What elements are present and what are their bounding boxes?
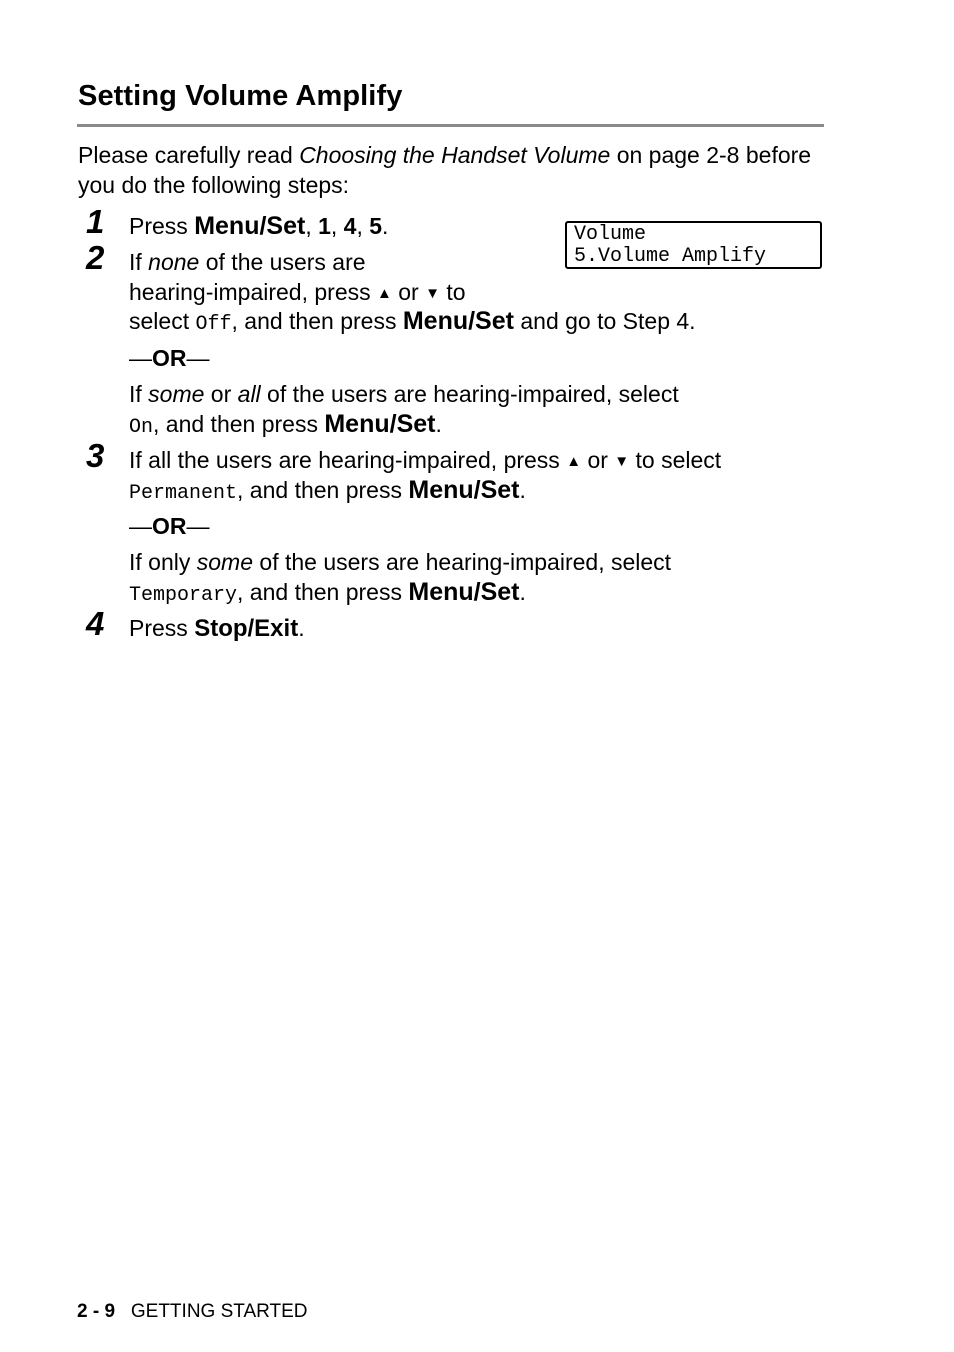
dash: — bbox=[129, 345, 152, 371]
separator: , bbox=[330, 213, 344, 239]
step-3-line-3 bbox=[129, 547, 671, 577]
step-4-text bbox=[129, 613, 305, 644]
intro-text-end: on page 2-8 before you do the following steps: bbox=[78, 142, 812, 198]
step-2-line-1 bbox=[129, 247, 366, 277]
text: , and then press bbox=[153, 411, 325, 437]
key-4: 4 bbox=[343, 213, 357, 239]
option-permanent: Permanent bbox=[129, 482, 238, 505]
text: or bbox=[204, 381, 238, 407]
text: select bbox=[129, 308, 196, 334]
key-5: 5 bbox=[369, 213, 383, 239]
step-2-line-3 bbox=[129, 306, 696, 340]
text: or bbox=[581, 447, 615, 473]
dash: — bbox=[186, 513, 210, 539]
period: . bbox=[298, 615, 305, 641]
option-on: On bbox=[129, 416, 154, 439]
text: and go to Step 4. bbox=[513, 308, 696, 334]
separator: , bbox=[356, 213, 370, 239]
dash: — bbox=[129, 513, 152, 539]
intro-paragraph bbox=[78, 140, 838, 200]
lcd-display bbox=[565, 221, 822, 269]
intro-reference: Choosing the Handset Volume bbox=[299, 142, 611, 168]
dash: — bbox=[186, 345, 210, 371]
period: . bbox=[382, 213, 389, 239]
menu-set-key: Menu/Set bbox=[324, 410, 436, 438]
option-off: Off bbox=[195, 313, 232, 336]
step-2-line-4 bbox=[129, 379, 679, 409]
menu-set-key: Menu/Set bbox=[402, 307, 514, 335]
text: , and then press bbox=[237, 477, 409, 503]
menu-set-key: Menu/Set bbox=[408, 476, 520, 504]
step-1-number: 1 bbox=[86, 203, 105, 240]
or-label: OR bbox=[152, 513, 187, 539]
emphasis-some: some bbox=[148, 381, 205, 407]
text: If all the users are hearing-impaired, press bbox=[129, 447, 567, 473]
step-2-line-5 bbox=[129, 409, 442, 443]
step-3-line-4 bbox=[129, 577, 526, 611]
period: . bbox=[435, 411, 442, 437]
text: , and then press bbox=[237, 579, 409, 605]
lcd-line-1: Volume bbox=[574, 223, 647, 246]
period: . bbox=[519, 477, 526, 503]
intro-text: Please carefully read bbox=[78, 142, 300, 168]
text: to bbox=[439, 279, 466, 305]
step-3-line-1 bbox=[129, 445, 721, 477]
page-footer bbox=[77, 1301, 308, 1323]
down-arrow-icon: ▼ bbox=[425, 285, 440, 302]
emphasis-some: some bbox=[196, 549, 254, 575]
separator: , bbox=[305, 213, 319, 239]
menu-set-key: Menu/Set bbox=[194, 212, 306, 240]
up-arrow-icon: ▲ bbox=[377, 285, 392, 302]
key-1: 1 bbox=[318, 213, 331, 239]
text: of the users are bbox=[199, 249, 366, 275]
section-name: GETTING STARTED bbox=[130, 1301, 308, 1322]
down-arrow-icon: ▼ bbox=[614, 453, 630, 470]
title-rule bbox=[77, 124, 824, 127]
lcd-line-2: 5.Volume Amplify bbox=[574, 245, 767, 268]
menu-set-key: Menu/Set bbox=[408, 578, 520, 606]
text: of the users are hearing-impaired, select bbox=[260, 381, 679, 407]
step-3-line-2 bbox=[129, 475, 526, 509]
step-1-text bbox=[129, 211, 388, 241]
text: or bbox=[391, 279, 426, 305]
stop-exit-key: Stop/Exit bbox=[194, 615, 299, 642]
text: , and then press bbox=[231, 308, 403, 334]
step-3-number: 3 bbox=[86, 437, 105, 474]
step-4-number: 4 bbox=[86, 605, 105, 642]
emphasis-all: all bbox=[237, 381, 261, 407]
up-arrow-icon: ▲ bbox=[566, 453, 582, 470]
step-2-or-separator bbox=[129, 343, 210, 373]
page-title: Setting Volume Amplify bbox=[78, 80, 403, 112]
text: hearing-impaired, press bbox=[129, 279, 378, 305]
option-temporary: Temporary bbox=[129, 584, 238, 607]
text: to select bbox=[629, 447, 722, 473]
text: If bbox=[129, 381, 149, 407]
text: Press bbox=[129, 615, 195, 641]
period: . bbox=[519, 579, 526, 605]
text: of the users are hearing-impaired, select bbox=[253, 549, 672, 575]
emphasis-none: none bbox=[148, 249, 200, 275]
step-1-press: Press bbox=[129, 213, 195, 239]
page-number: 2 - 9 bbox=[77, 1301, 116, 1322]
step-3-or-separator bbox=[129, 511, 210, 541]
step-2-line-2 bbox=[129, 277, 466, 309]
step-2-number: 2 bbox=[86, 239, 105, 276]
text: If bbox=[129, 249, 149, 275]
text: If only bbox=[129, 549, 197, 575]
or-label: OR bbox=[152, 345, 187, 371]
